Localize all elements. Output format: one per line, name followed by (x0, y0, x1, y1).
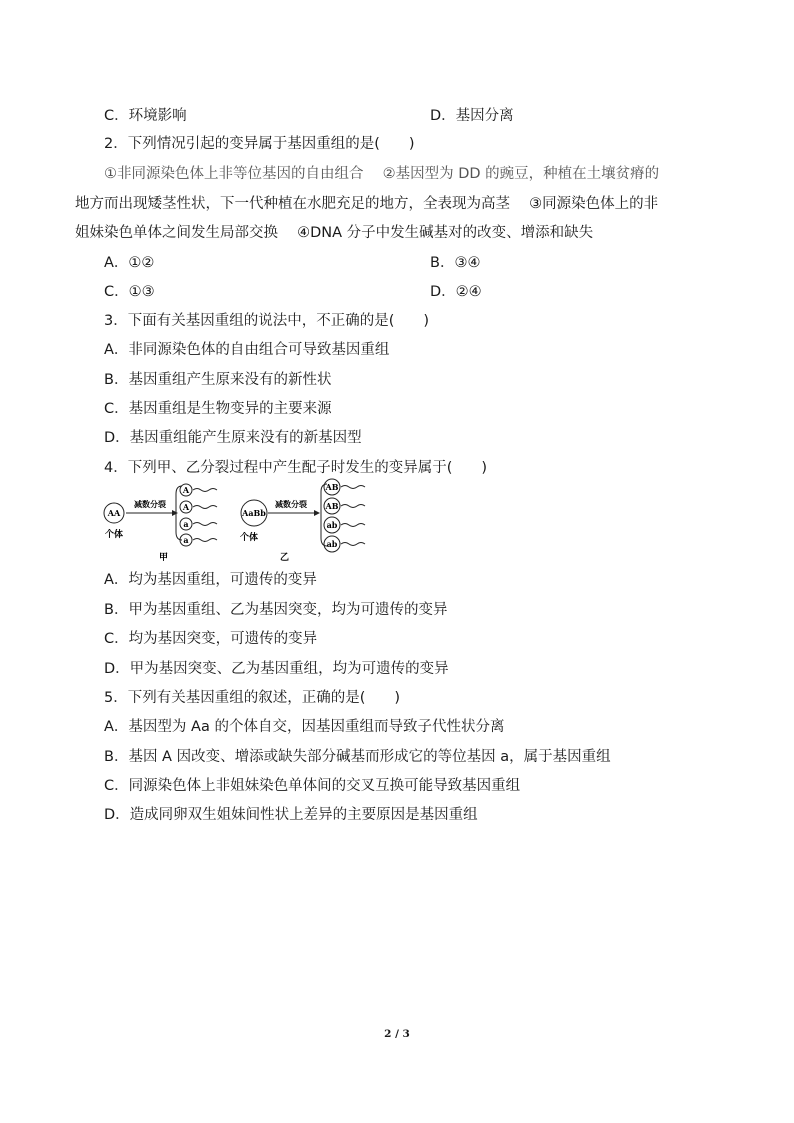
q5-option-d: D．造成同卵双生姐妹间性状上差异的主要原因是基因重组 (104, 807, 478, 823)
gamete-jia-4 (180, 534, 217, 546)
q3-option-a: A．非同源染色体的自由组合可导致基因重组 (104, 342, 390, 358)
gamete-jia-1 (180, 484, 217, 496)
svg-text:ab: ab (326, 539, 338, 549)
q5-stem: 5．下列有关基因重组的叙述，正确的是( ) (104, 690, 401, 706)
parent-label-aa: AA (107, 508, 121, 518)
q4-option-d: D．甲为基因突变、乙为基因重组，均为可遗传的变异 (104, 661, 449, 677)
q5-option-a: A．基因型为 Aa 的个体自交，因基因重组而导致子代性状分离 (104, 719, 505, 735)
svg-text:AB: AB (325, 501, 339, 511)
q1-option-d: D．基因分离 (430, 108, 514, 124)
q3-option-c: C．基因重组是生物变异的主要来源 (104, 401, 332, 417)
process-label-yi: 减数分裂 (275, 499, 307, 509)
q4-option-a: A．均为基因重组，可遗传的变异 (104, 572, 317, 588)
q4-option-b: B．甲为基因重组、乙为基因突变，均为可遗传的变异 (104, 602, 448, 618)
q2-option-d: D．②④ (430, 284, 482, 300)
q4-stem: 4．下列甲、乙分裂过程中产生配子时发生的变异属于( ) (104, 460, 488, 476)
gamete-yi-3 (324, 517, 365, 533)
q2-statement-line-2: 地方而出现矮茎性状，下一代种植在水肥充足的地方，全表现为高茎 ③同源染色体上的非 (75, 196, 659, 212)
caption-yi: 乙 (280, 553, 290, 563)
svg-text:a: a (183, 519, 189, 529)
bracket-yi (321, 484, 327, 546)
q3-option-b: B．基因重组产生原来没有的新性状 (104, 372, 332, 388)
svg-text:a: a (183, 535, 189, 545)
q3-option-d: D．基因重组能产生原来没有的新基因型 (104, 430, 362, 446)
figure-jia (104, 484, 217, 563)
gamete-jia-2 (180, 501, 217, 513)
svg-text:ab: ab (326, 520, 338, 530)
arrowhead-jia (172, 510, 178, 516)
q2-statement-line-1: ①非同源染色体上非等位基因的自由组合 ②基因型为 DD 的豌豆，种植在土壤贫瘠的 (104, 166, 660, 182)
gamete-yi-1 (324, 479, 365, 495)
q4-figure (100, 476, 380, 566)
q3-stem: 3．下面有关基因重组的说法中，不正确的是( ) (104, 313, 430, 329)
q2-stem: 2．下列情况引起的变异属于基因重组的是( ) (104, 136, 415, 152)
individual-label-jia: 个体 (105, 530, 124, 540)
svg-text:A: A (182, 485, 190, 495)
figure-yi (240, 479, 365, 563)
caption-jia: 甲 (159, 553, 169, 563)
gamete-jia-3 (180, 518, 217, 530)
svg-text:A: A (182, 502, 190, 512)
svg-text:AB: AB (325, 482, 339, 492)
process-label-jia: 减数分裂 (134, 499, 166, 509)
individual-label-yi: 个体 (240, 533, 259, 543)
q2-option-c: C．①③ (104, 284, 155, 300)
q4-option-c: C．均为基因突变，可遗传的变异 (104, 631, 318, 647)
q2-option-b: B．③④ (430, 255, 481, 271)
gamete-yi-2 (324, 498, 365, 514)
q2-option-a: A．①② (104, 255, 155, 271)
q5-option-c: C．同源染色体上非姐妹染色单体间的交叉互换可能导致基因重组 (104, 778, 521, 794)
page-number: 2 / 3 (384, 1028, 410, 1040)
parent-label-aabb: AaBb (242, 508, 266, 518)
q2-statement-line-3: 姐妹染色单体之间发生局部交换 ④DNA 分子中发生碱基对的改变、增添和缺失 (75, 225, 594, 241)
gamete-yi-4 (324, 536, 365, 552)
q5-option-b: B．基因 A 因改变、增添或缺失部分碱基而形成它的等位基因 a，属于基因重组 (104, 749, 611, 765)
arrowhead-yi (314, 510, 320, 516)
q1-option-c: C．环境影响 (104, 108, 187, 124)
